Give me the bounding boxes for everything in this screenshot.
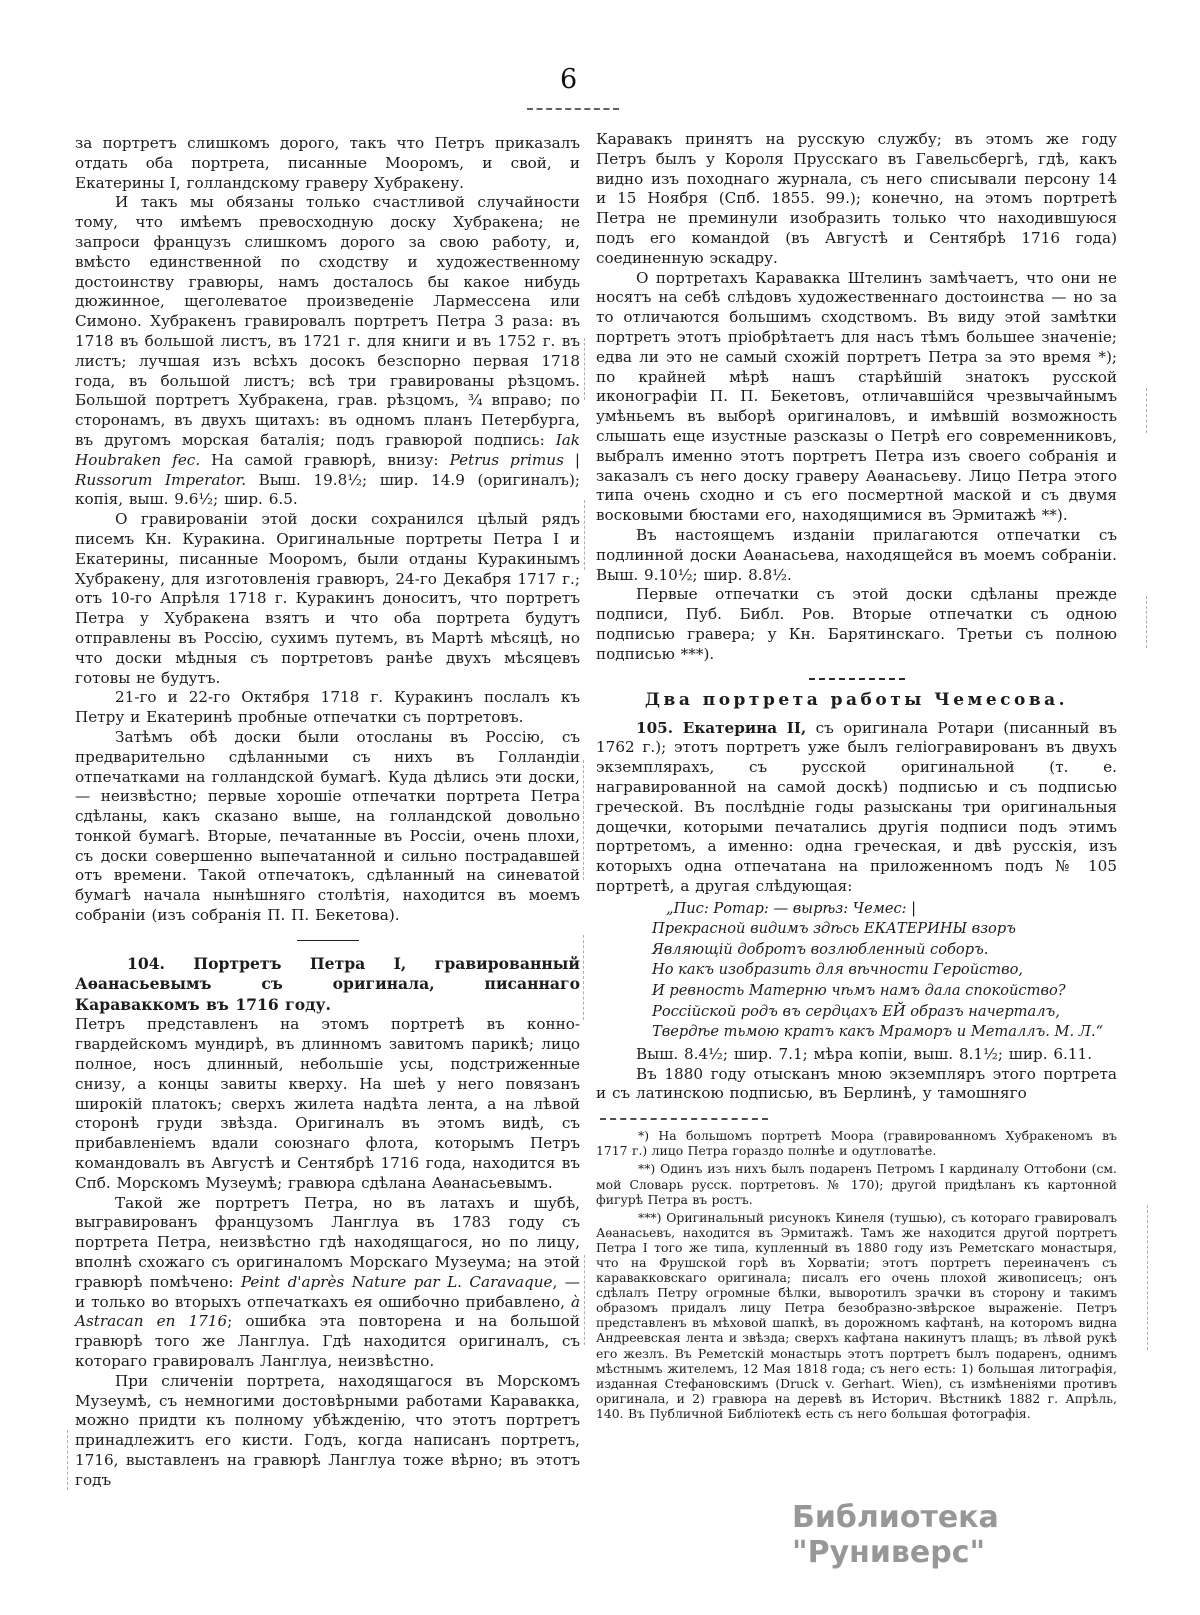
left-column	[75, 134, 580, 1491]
entry-104-heading: 104. Портретъ Петра I, гравированный Аѳанасьевымъ съ оригинала, писаннаго Караваккомъ въ 1716 году.	[75, 953, 580, 1014]
paragraph	[75, 1194, 580, 1372]
latin-inscription: Peint d'après Nature par L. Caravaque	[240, 1272, 553, 1291]
verse-line: Россійской родъ въ сердцахъ ЕЙ образъ начерталъ,	[652, 1002, 1060, 1020]
paragraph: О гравированіи этой доски сохранился цѣлый рядъ писемъ Кн. Куракина. Оригинальные портреты Петра I и Екатерины, писанные Мооромъ, были отданы Куракинымъ Хубракену, для изготовленія гравюръ, 24-го Декабря 1717 г.; отъ 10-го Апрѣля 1718 г. Куракинъ доноситъ, что портретъ Петра у Хубракена взятъ и что оба портрета будутъ отправлены въ Россію, сухимъ путемъ, въ Мартѣ мѣсяцѣ, но что доски мѣдныя съ портретовъ ранѣе двухъ мѣсяцевъ готовы не будутъ.	[75, 510, 580, 687]
paragraph: 21-го и 22-го Октября 1718 г. Куракинъ послалъ къ Петру и Екатеринѣ пробные отпечатки съ портретовъ.	[75, 688, 580, 727]
right-column	[596, 130, 1117, 1424]
footnote: **) Одинъ изъ нихъ былъ подаренъ Петромъ I кардиналу Оттобони (см. мой Словарь русск. портретовъ. № 170); другой придѣланъ къ картонной фигурѣ Петра въ ростъ.	[596, 1161, 1117, 1207]
latin-inscription: à Astracan en 1716	[75, 1292, 580, 1331]
paragraph-text: Выш. 19.8½; шир. 14.9 (оригиналъ); копія, выш. 9.6½; шир. 6.5.	[75, 470, 580, 509]
verse-line: Прекрасной видимъ здѣсь ЕКАТЕРИНЫ взоръ	[652, 920, 1016, 938]
paragraph	[75, 193, 580, 510]
paragraph: Въ настоящемъ изданіи прилагаются отпечатки съ подлинной доски Аѳанасьева, находящейся въ моемъ собраніи. Выш. 9.10½; шир. 8.8½.	[596, 525, 1117, 584]
paragraph: Затѣмъ обѣ доски были отосланы въ Россію, съ предварительно сдѣланными съ нихъ въ Голландіи отпечатками на голландской бумагѣ. Куда дѣлись эти доски, — неизвѣстно; первые хорошіе отпечатки портрета Петра сдѣланы, какъ сказано выше, на голландской довольно тонкой бумагѣ. Вторые, печатанные въ Россіи, очень плохи, съ доски совершенно выпечатанной и сильно пострадавшей отъ времени. Такой отпечатокъ, сдѣланный на синеватой бумагѣ начала нынѣшняго столѣтія, находится въ моемъ собраніи (изъ собранія П. П. Бекетова).	[75, 727, 580, 925]
scan-artifact-line	[1146, 596, 1147, 648]
page-number: 6	[560, 64, 578, 95]
dimensions-line: Выш. 8.4½; шир. 7.1; мѣра копіи, выш. 8.1½; шир. 6.11.	[636, 1044, 1093, 1063]
paragraph-text: И такъ мы обязаны только счастливой случайности тому, что имѣемъ превосходную доску Хубракена; не запроси французъ слишкомъ дорого за свою работу, и, вмѣсто единственной по сходству и художественному достоинству гравюры, намъ досталось бы какое нибудь дюжинное, щеголеватое произведеніе Лармессена или Симоно. Хубракенъ гравировалъ портретъ Петра 3 раза: въ 1718 въ большой листъ, въ 1721 г. для книги и въ 1752 г. въ листъ; лучшая изъ всѣхъ досокъ безспорно первая 1718 года, въ большой листъ; всѣ три гравированы рѣзцомъ. Большой портретъ Хубракена, грав. рѣзцомъ, ¾ вправо; по сторонамъ, въ двухъ щитахъ: въ одномъ планъ Петербурга, въ другомъ морская баталія; подъ гравюрой подпись:	[75, 193, 580, 449]
scan-artifact-line	[1146, 388, 1147, 433]
paragraph: Первые отпечатки съ этой доски сдѣланы прежде подписи, Пуб. Библ. Ров. Вторые отпечатки съ одною подписью гравера; у Кн. Барятинскаго. Третьи съ полною подписью ***).	[596, 585, 1117, 663]
footnote: ***) Оригинальный рисунокъ Кинеля (тушью), съ котораго гравировалъ Аѳанасьевъ, находится въ Эрмитажѣ. Тамъ же находится другой портретъ Петра I того же типа, купленный въ 1880 году изъ Реметскаго монастыря, что на Фрушской горѣ въ Хорватіи; этотъ портретъ переиначенъ съ каравакковскаго оригинала; писалъ его очень плохой живописецъ; онъ сдѣлалъ Петру огромные бѣлки, выворотилъ зрачки въ сторону и такимъ образомъ придалъ лицу Петра безобразно-звѣрское выраженіе. Петръ представленъ въ мѣховой шапкѣ, въ дорожномъ кафтанѣ, на которомъ видна Андреевская лента и звѣзда; сверхъ кафтана накинутъ плащъ; въ лѣвой рукѣ его жезлъ. Въ Реметскій монастырь этотъ портретъ былъ подаренъ, однимъ мѣстнымъ жителемъ, 12 Мая 1818 года; съ него есть: 1) большая литографія, изданная Стефановскимъ (Druck v. Gerhart. Wien), съ измѣненіями противъ оригинала, и 2) гравюра на деревѣ въ Историч. Вѣстникѣ 1882 г. Апрѣль, 140. Въ Публичной Библіотекѣ есть съ него большая фотографія.	[596, 1209, 1117, 1421]
scan-artifact-line	[583, 760, 584, 880]
section-heading-chemesov: Два портрета работы Чемесова.	[644, 689, 1069, 710]
paragraph: О портретахъ Каравакка Штелинъ замѣчаетъ, что они не носятъ на себѣ слѣдовъ художественнаго достоинства — но за то отличаются большимъ сходствомъ. Въ виду этой замѣтки портретъ этотъ пріобрѣтаетъ для насъ тѣмъ большее значеніе; едва ли это не самый схожій портретъ Петра за это время *); по крайней мѣрѣ нашъ старѣйшій знатокъ русской иконографіи П. П. Бекетовъ, отличавшійся чрезвычайнымъ умѣньемъ въ выборѣ оригиналовъ, и имѣвшій возможность слышать еще изустные разсказы о Петрѣ его современниковъ, выбралъ именно этотъ портретъ Петра изъ своего собранія и заказалъ съ него доску граверу Аѳанасьеву. Лицо Петра этого типа очень сходно и съ его посмертной маской и съ двумя восковыми бюстами его, находящимися въ Эрмитажѣ **).	[596, 268, 1117, 525]
paragraph-continuation: за портретъ слишкомъ дорого, такъ что Петръ приказалъ отдать оба портрета, писанные Мооромъ, и свой, и Екатерины I, голландскому граверу Хубракену.	[75, 134, 580, 192]
paragraph: Петръ представленъ на этомъ портретѣ въ конно-гвардейскомъ мундирѣ, въ длинномъ завитомъ парикѣ; лицо полное, носъ длинный, небольшіе усы, подстриженные снизу, а концы завиты кверху. На шеѣ у него повязанъ широкій платокъ; сверхъ жилета надѣта лента, а на лѣвой сторонѣ груди звѣзда. Оригиналъ въ этомъ видѣ, съ прибавленіемъ вдали союзнаго флота, которымъ Петръ командовалъ въ Августѣ и Сентябрѣ 1716 года, находится въ Спб. Морскомъ Музеумѣ; гравюра сдѣлана Аѳанасьевымъ.	[75, 1015, 580, 1192]
page-number-underline	[527, 108, 619, 110]
paragraph-text: Такой же портретъ Петра, но въ латахъ и шубѣ, выгравированъ французомъ Ланглуа въ 1783 году съ портрета Петра, неизвѣстно гдѣ находящагося, но по лицу, вполнѣ схожаго съ оригиналомъ Морскаго Музеума; на этой гравюрѣ помѣчено:	[75, 1193, 580, 1291]
footnotes	[596, 1128, 1117, 1421]
footnote: *) На большомъ портретѣ Моора (гравированномъ Хубракеномъ въ 1717 г.) лицо Петра гораздо полнѣе и одутловатѣе.	[596, 1128, 1117, 1159]
section-divider	[297, 940, 359, 941]
verse-line: И ревность Матерню чѣмъ намъ дала спокойство?	[652, 982, 1066, 1000]
library-watermark: Библиотека "Руниверс"	[792, 1500, 999, 1570]
paragraph-text: На самой гравюрѣ, внизу:	[200, 450, 450, 469]
scan-artifact-line	[67, 1430, 68, 1490]
paragraph-text: ; ошибка эта повторена и на большой гравюрѣ того же Ланглуа. Гдѣ находится оригиналъ, съ котораго гравировалъ Ланглуа, неизвѣстно.	[75, 1312, 580, 1370]
verse-block	[652, 899, 1117, 1043]
scan-artifact-line	[584, 338, 585, 400]
entry-105-number: 105. Екатерина II,	[636, 718, 807, 737]
paragraph-continuation: Каравакъ принятъ на русскую службу; въ этомъ же году Петръ былъ у Короля Прусскаго въ Гавельсбергѣ, гдѣ, какъ видно изъ походнаго журнала, съ него списывали персону 14 и 15 Ноября (Спб. 1855. 99.); конечно, на этомъ портретѣ Петра не преминули изобразить только что находившуюся подъ его командой (въ Августѣ и Сентябрѣ 1716 года) соединенную эскадру.	[596, 130, 1117, 267]
entry-105-paragraph	[596, 719, 1117, 897]
scan-artifact-line	[584, 500, 585, 570]
section-divider	[809, 678, 905, 680]
paragraph-text: , — и только во вторыхъ отпечаткахъ ея ошибочно прибавлено,	[75, 1272, 580, 1311]
scan-artifact-line	[584, 1255, 585, 1345]
paragraph-text: съ оригинала Ротари (писанный въ 1762 г.); этотъ портретъ уже былъ геліогравированъ въ двухъ экземплярахъ, съ русской оригинальной (т. е. награвированной на самой доскѣ) подписью и съ подписью греческой. Въ послѣдніе годы разысканы три оригинальныя дощечки, которыми печатались другія подписи подъ этимъ портретомъ, а именно: одна греческая, и двѣ русскія, изъ которыхъ одна отпечатана на приложенномъ подъ № 105 портретѣ, а другая слѣдующая:	[596, 718, 1117, 895]
latin-inscription: Iak Houbraken fec.	[75, 430, 580, 469]
scan-artifact-line	[583, 935, 584, 1020]
paragraph: При сличеніи портрета, находящагося въ Морскомъ Музеумѣ, съ немногими достовѣрными работами Каравакка, можно придти къ полному убѣжденію, что этотъ портретъ принадлежитъ его кисти. Годъ, когда написанъ портретъ, 1716, выставленъ на гравюрѣ Ланглуа тоже вѣрно; въ этотъ годъ	[75, 1371, 580, 1489]
verse-line: „Пис: Ротар: — вырѣз: Чемес: |	[666, 899, 917, 917]
footnote-separator	[600, 1118, 768, 1120]
latin-inscription: Petrus primus | Russorum Imperator.	[75, 450, 581, 489]
verse-line: Твердѣе тьмою кратъ какъ Мраморъ и Металлъ. М. Л.“	[652, 1023, 1104, 1041]
verse-line: Но какъ изобразить для вѣчности Геройство,	[652, 961, 1024, 979]
paragraph: Въ 1880 году отысканъ мною экземпляръ этого портрета и съ латинскою подписью, въ Берлинѣ, у тамошняго	[596, 1064, 1117, 1103]
scan-artifact-line	[1147, 1205, 1148, 1350]
verse-line: Являющій добротъ возлюбленный соборъ.	[652, 940, 989, 958]
